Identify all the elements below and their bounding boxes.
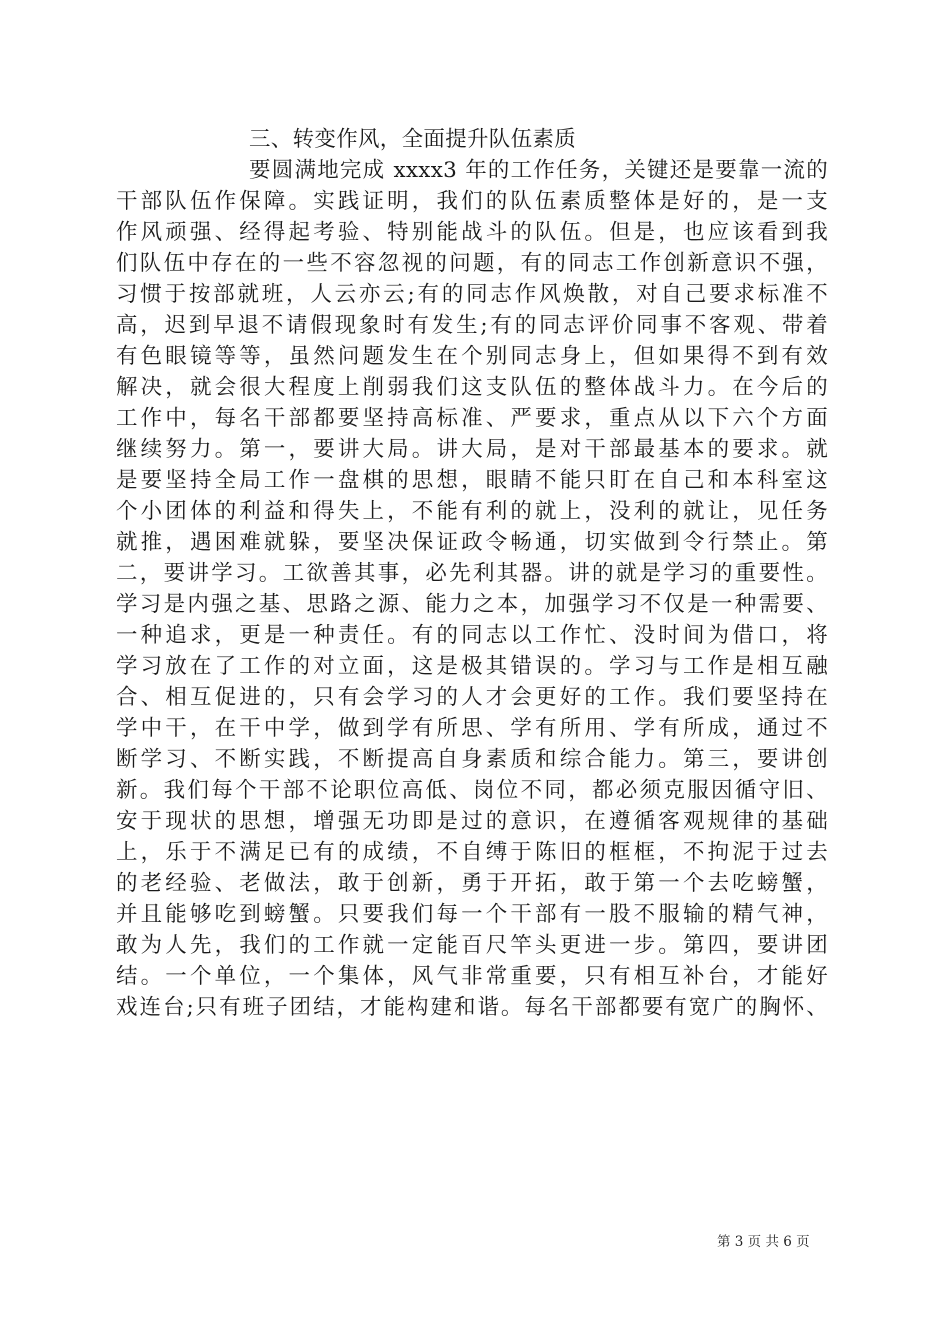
paragraph-line: 的老经验、老做法，敢于创新，勇于开拓，敢于第一个去吃螃蟹， xyxy=(116,871,828,896)
paragraph-line: 就推，遇困难就躲，要坚决保证政令畅通，切实做到令行禁止。第 xyxy=(116,530,828,555)
paragraph-line: 戏连台;只有班子团结，才能构建和谐。每名干部都要有宽广的胸怀、 xyxy=(116,995,828,1020)
paragraph-line: 敢为人先，我们的工作就一定能百尺竿头更进一步。第四，要讲团 xyxy=(116,933,828,958)
paragraph-line: 断学习、不断实践，不断提高自身素质和综合能力。第三，要讲创 xyxy=(116,747,828,772)
paragraph-line: 继续努力。第一，要讲大局。讲大局，是对干部最基本的要求。就 xyxy=(116,437,828,462)
paragraph-line: 干部队伍作保障。实践证明，我们的队伍素质整体是好的，是一支 xyxy=(116,189,828,214)
section-heading: 三、转变作风，全面提升队伍素质 xyxy=(249,127,577,152)
paragraph-line: 习惯于按部就班，人云亦云;有的同志作风焕散，对自己要求标准不 xyxy=(116,282,828,307)
page-number-footer: 第 3 页 共 6 页 xyxy=(717,1234,810,1250)
paragraph-line: 并且能够吃到螃蟹。只要我们每一个干部有一股不服输的精气神， xyxy=(116,902,828,927)
paragraph-line: 学习放在了工作的对立面，这是极其错误的。学习与工作是相互融 xyxy=(116,654,828,679)
paragraph-line: 安于现状的思想，增强无功即是过的意识，在遵循客观规律的基础 xyxy=(116,809,828,834)
paragraph-line: 解决，就会很大程度上削弱我们这支队伍的整体战斗力。在今后的 xyxy=(116,375,828,400)
paragraph-line: 作风顽强、经得起考验、特别能战斗的队伍。但是，也应该看到我 xyxy=(116,220,828,245)
paragraph-line: 学习是内强之基、思路之源、能力之本，加强学习不仅是一种需要、 xyxy=(116,592,828,617)
paragraph-line: 学中干，在干中学，做到学有所思、学有所用、学有所成，通过不 xyxy=(116,716,828,741)
paragraph-line: 工作中，每名干部都要坚持高标准、严要求，重点从以下六个方面 xyxy=(116,406,828,431)
paragraph-line: 个小团体的利益和得失上，不能有利的就上，没利的就让，见任务 xyxy=(116,499,828,524)
paragraph-line: 高，迟到早退不请假现象时有发生;有的同志评价同事不客观、带着 xyxy=(116,313,828,338)
paragraph-line: 二，要讲学习。工欲善其事，必先利其器。讲的就是学习的重要性。 xyxy=(116,561,828,586)
paragraph-line: 一种追求，更是一种责任。有的同志以工作忙、没时间为借口，将 xyxy=(116,623,828,648)
paragraph-line: 们队伍中存在的一些不容忽视的问题，有的同志工作创新意识不强， xyxy=(116,251,828,276)
paragraph-line: 结。一个单位，一个集体，风气非常重要，只有相互补台，才能好 xyxy=(116,964,828,989)
paragraph-line: 有色眼镜等等，虽然问题发生在个别同志身上，但如果得不到有效 xyxy=(116,344,828,369)
paragraph-line: 上，乐于不满足已有的成绩，不自缚于陈旧的框框，不拘泥于过去 xyxy=(116,840,828,865)
paragraph-line: 合、相互促进的，只有会学习的人才会更好的工作。我们要坚持在 xyxy=(116,685,828,710)
paragraph-line: 新。我们每个干部不论职位高低、岗位不同，都必须克服因循守旧、 xyxy=(116,778,828,803)
paragraph-line: 是要坚持全局工作一盘棋的思想，眼睛不能只盯在自己和本科室这 xyxy=(116,468,828,493)
paragraph-line: 要圆满地完成 xxxx3 年的工作任务，关键还是要靠一流的 xyxy=(249,158,828,183)
